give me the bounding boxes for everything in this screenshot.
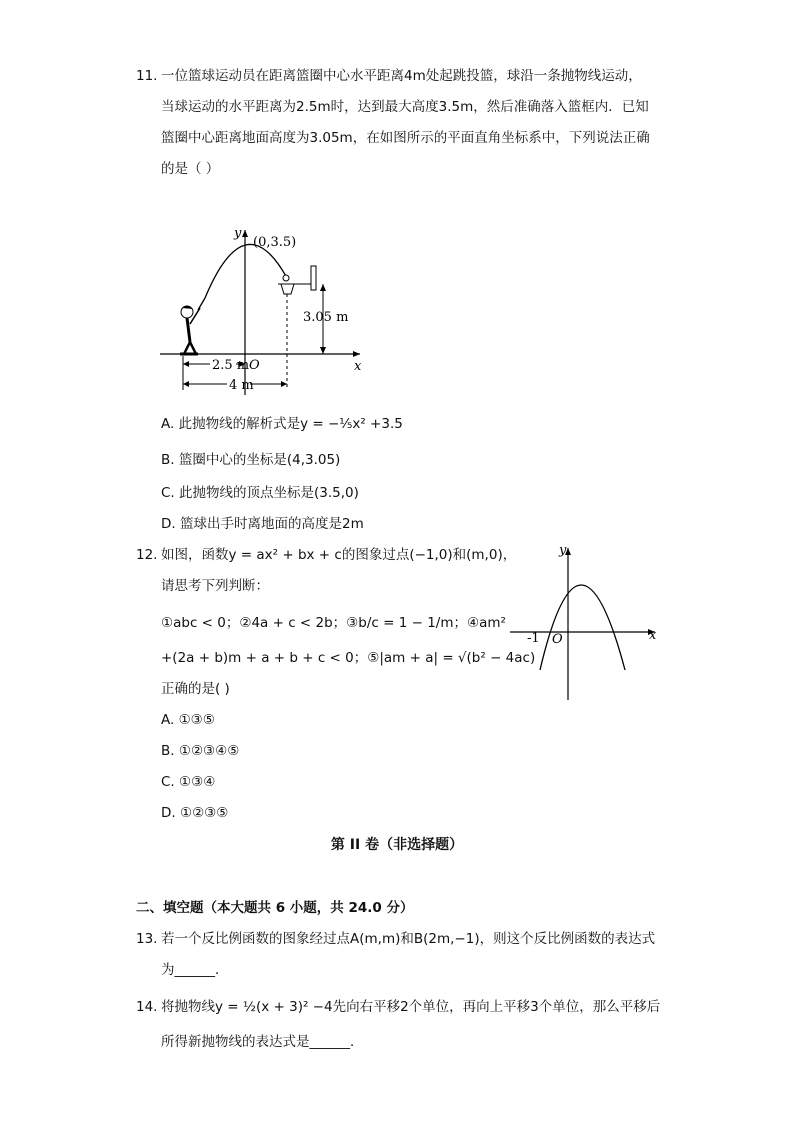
- q12-line-3: ①abc < 0；②4a + c < 2b；③b/c = 1 − 1/m；④am²: [161, 615, 506, 631]
- q11-option-b[interactable]: B. 篮圈中心的坐标是(4,3.05): [161, 452, 341, 468]
- q12-line-4: +(2a + b)m + a + b + c < 0；⑤|am + a| = √(b² − 4ac): [161, 650, 536, 666]
- q14-line-2: 所得新抛物线的表达式是______．: [161, 1034, 364, 1050]
- q12-option-b[interactable]: B. ①②③④⑤: [161, 743, 240, 759]
- q12-origin-label: O: [552, 632, 563, 647]
- q12-option-c[interactable]: C. ①③④: [161, 774, 216, 790]
- q11-line-4: 的是（ ）: [161, 161, 220, 177]
- q12-y-label: y: [559, 543, 567, 558]
- q11-option-d[interactable]: D. 篮球出手时离地面的高度是2m: [161, 516, 364, 532]
- q11-line-3: 篮圈中心距离地面高度为3.05m，在如图所示的平面直角坐标系中，下列说法正确: [161, 130, 650, 146]
- q13-line-2: 为______．: [161, 962, 229, 978]
- q12-x-label: x: [649, 628, 657, 643]
- q14-number: 14.: [136, 999, 158, 1015]
- q12-option-d[interactable]: D. ①②③⑤: [161, 805, 229, 821]
- q12-number: 12.: [136, 547, 158, 563]
- q12-line-2: 请思考下列判断：: [161, 578, 269, 594]
- q11-origin-label: O: [249, 358, 260, 373]
- q12-line-5: 正确的是( ): [161, 681, 230, 697]
- q12-line-1: 如图，函数y = ax² + bx + c的图象过点(−1,0)和(m,0)，: [161, 547, 517, 563]
- q12-parabola-figure: [505, 540, 665, 705]
- q11-dist1-label: 2.5 m: [212, 358, 250, 373]
- q11-y-label: y: [234, 226, 242, 241]
- q11-x-label: x: [354, 359, 362, 374]
- q11-option-c[interactable]: C. 此抛物线的顶点坐标是(3.5,0): [161, 485, 359, 501]
- q12-option-a[interactable]: A. ①③⑤: [161, 712, 215, 728]
- player-icon: [180, 306, 200, 354]
- q11-line-1: 一位篮球运动员在距离篮圈中心水平距离4m处起跳投篮，球沿一条抛物线运动，: [161, 68, 642, 84]
- q11-line-2: 当球运动的水平距离为2.5m时，达到最大高度3.5m，然后准确落入篮框内．已知: [161, 99, 649, 115]
- q11-option-a[interactable]: A. 此抛物线的解析式是y = −⅕x² +3.5: [161, 416, 403, 432]
- q14-line-1: 将抛物线y = ½(x + 3)² −4先向右平移2个单位，再向上平移3个单位，那么平移后: [161, 999, 661, 1015]
- part2-title: 第 II 卷（非选择题）: [330, 837, 464, 853]
- q11-basketball-figure: [150, 220, 380, 400]
- q13-line-1: 若一个反比例函数的图象经过点A(m,m)和B(2m,−1)，则这个反比例函数的表达式: [161, 931, 656, 947]
- q11-dist2-label: 4 m: [229, 378, 254, 393]
- q12-minus-one-label: -1: [527, 631, 540, 646]
- section2-title: 二、填空题（本大题共 6 小题，共 24.0 分）: [136, 900, 414, 916]
- q11-height-label: 3.05 m: [303, 310, 349, 325]
- q13-number: 13.: [136, 931, 158, 947]
- q11-vertex-label: (0,3.5): [253, 235, 297, 250]
- q11-number: 11.: [136, 68, 158, 84]
